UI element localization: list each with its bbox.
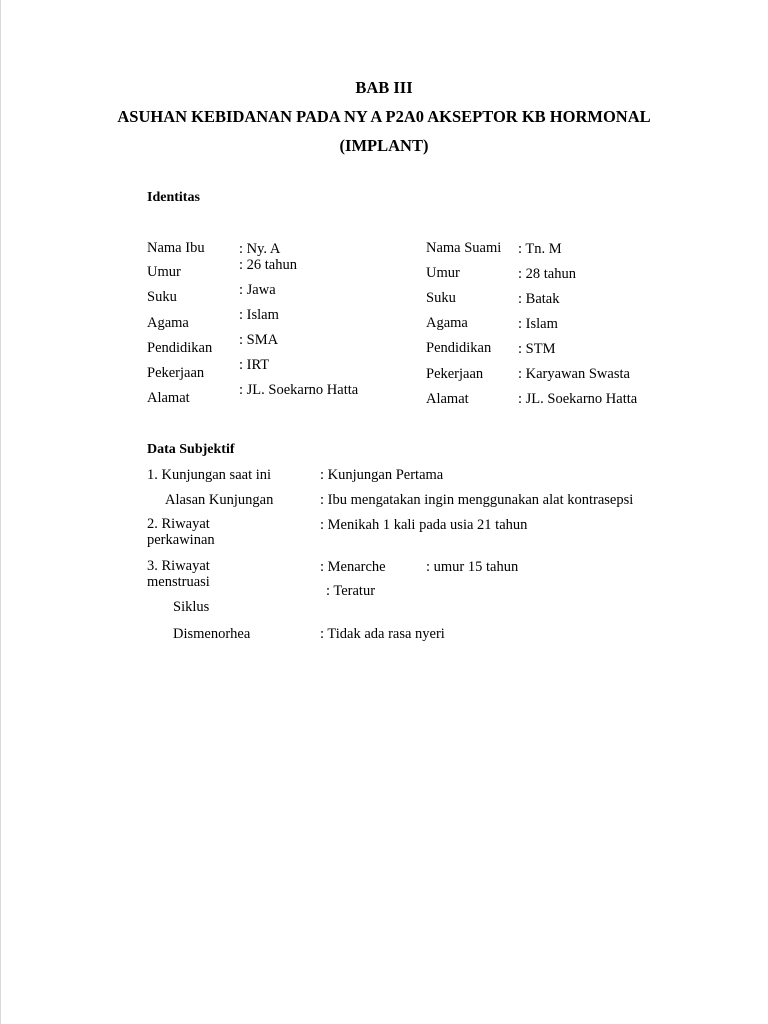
- dismenorhea-label: Dismenorhea: [173, 626, 251, 642]
- ibu-label: Pendidikan: [147, 340, 213, 356]
- ibu-label: Umur: [147, 264, 181, 280]
- riwayat-menstruasi-label-cont: menstruasi: [147, 574, 210, 590]
- siklus-value: : Teratur: [326, 583, 376, 599]
- riwayat-perkawinan-label-cont: perkawinan: [147, 532, 215, 548]
- ibu-label: Pekerjaan: [147, 365, 205, 381]
- suami-label: Pendidikan: [426, 340, 492, 356]
- alasan-value: : Ibu mengatakan ingin menggunakan alat kontrasepsi: [320, 492, 634, 508]
- ibu-value: : 26 tahun: [239, 257, 297, 273]
- identitas-heading: Identitas: [147, 190, 200, 205]
- siklus-label: Siklus: [173, 599, 210, 615]
- ibu-label: Agama: [147, 315, 189, 331]
- ibu-label: Nama Ibu: [147, 240, 205, 256]
- riwayat-menstruasi-label: 3. Riwayat: [147, 558, 210, 574]
- riwayat-perkawinan-label: 2. Riwayat: [147, 516, 210, 532]
- ibu-value: : Ny. A: [239, 241, 281, 257]
- kunjungan-value: : Kunjungan Pertama: [320, 467, 444, 483]
- ibu-value: : JL. Soekarno Hatta: [239, 382, 359, 398]
- subjektif-heading: Data Subjektif: [147, 442, 235, 457]
- suami-value: : Batak: [518, 291, 560, 307]
- suami-label: Agama: [426, 315, 468, 331]
- suami-value: : Islam: [518, 316, 558, 332]
- kunjungan-label: 1. Kunjungan saat ini: [147, 467, 272, 483]
- ibu-value: : SMA: [239, 332, 279, 348]
- suami-label: Suku: [426, 290, 456, 306]
- riwayat-perkawinan-value: : Menikah 1 kali pada usia 21 tahun: [320, 517, 528, 533]
- ibu-value: : IRT: [239, 357, 270, 373]
- dismenorhea-value: : Tidak ada rasa nyeri: [320, 626, 445, 642]
- suami-label: Nama Suami: [426, 240, 502, 256]
- document-title-line2: (IMPLANT): [339, 136, 429, 155]
- suami-value: : Karyawan Swasta: [518, 366, 630, 382]
- suami-label: Alamat: [426, 391, 469, 407]
- suami-label: Umur: [426, 265, 460, 281]
- ibu-value: : Islam: [239, 307, 279, 323]
- suami-label: Pekerjaan: [426, 366, 484, 382]
- ibu-value: : Jawa: [239, 282, 276, 298]
- chapter-title: BAB III: [355, 78, 413, 97]
- menarche-value: : umur 15 tahun: [426, 559, 519, 575]
- suami-value: : STM: [518, 341, 556, 357]
- ibu-label: Alamat: [147, 390, 190, 406]
- suami-value: : Tn. M: [518, 241, 562, 257]
- ibu-label: Suku: [147, 289, 177, 305]
- suami-value: : JL. Soekarno Hatta: [518, 391, 638, 407]
- suami-value: : 28 tahun: [518, 266, 576, 282]
- menarche-label: : Menarche: [320, 559, 386, 575]
- alasan-label: Alasan Kunjungan: [165, 492, 274, 508]
- document-title-line1: ASUHAN KEBIDANAN PADA NY A P2A0 AKSEPTOR KB HORMONAL: [117, 107, 651, 126]
